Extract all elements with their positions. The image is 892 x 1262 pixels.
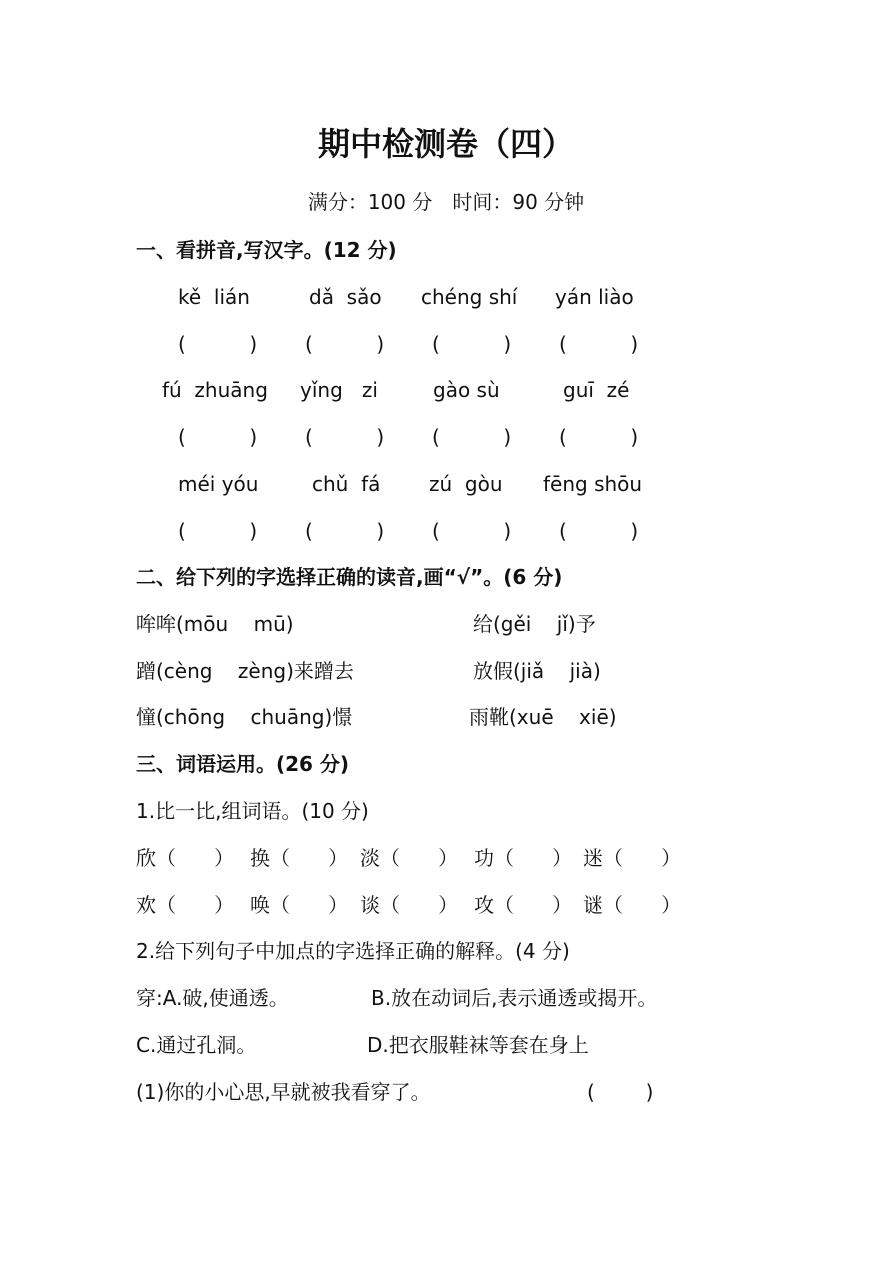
reading-option-right[interactable]: 给(gěi jǐ)予 (473, 612, 596, 636)
answer-blank[interactable]: ( ) (305, 425, 385, 449)
section-1-heading: 一、看拼音,写汉字。(12 分) (136, 238, 397, 262)
answer-blank[interactable]: ( ) (305, 332, 385, 356)
word-blank[interactable]: 唤（ ） (250, 893, 349, 917)
pinyin-1-1: kě lián (178, 285, 250, 309)
pinyin-3-3: zú gòu (429, 472, 503, 496)
definition-option-a: 穿:A.破,使通透。 (136, 986, 289, 1010)
reading-option-right[interactable]: 放假(jiǎ jià) (473, 659, 601, 683)
answer-blank[interactable]: ( ) (178, 332, 258, 356)
pinyin-1-2: dǎ sǎo (309, 285, 382, 309)
pinyin-2-2: yǐng zi (300, 378, 378, 402)
word-blank[interactable]: 攻（ ） (474, 893, 573, 917)
answer-blank[interactable]: ( ) (432, 519, 512, 543)
pinyin-2-1: fú zhuāng (162, 378, 268, 402)
word-blank[interactable]: 谜（ ） (583, 893, 682, 917)
word-blank[interactable]: 欢（ ） (136, 893, 235, 917)
word-blank[interactable]: 谈（ ） (360, 893, 459, 917)
word-blank[interactable]: 功（ ） (474, 846, 573, 870)
page-title: 期中检测卷（四） (317, 125, 574, 163)
question-1-label: 1.比一比,组词语。(10 分) (136, 799, 369, 823)
pinyin-1-3: chéng shí (421, 285, 518, 309)
reading-option-left[interactable]: 蹭(cèng zèng)来蹭去 (136, 659, 354, 683)
section-3-heading: 三、词语运用。(26 分) (136, 752, 350, 776)
pinyin-1-4: yán liào (555, 285, 634, 309)
word-blank[interactable]: 换（ ） (250, 846, 349, 870)
pinyin-3-2: chǔ fá (312, 472, 381, 496)
answer-blank[interactable]: ( ) (305, 519, 385, 543)
answer-blank[interactable]: ( ) (432, 425, 512, 449)
answer-blank[interactable]: ( ) (178, 425, 258, 449)
answer-blank[interactable]: ( ) (559, 332, 639, 356)
reading-option-left[interactable]: 憧(chōng chuāng)憬 (136, 705, 353, 729)
pinyin-3-4: fēng shōu (543, 472, 643, 496)
answer-blank[interactable]: ( ) (559, 519, 639, 543)
answer-blank[interactable]: ( ) (559, 425, 639, 449)
pinyin-3-1: méi yóu (178, 472, 259, 496)
score-time-info: 满分：100 分 时间：90 分钟 (307, 190, 585, 214)
answer-blank[interactable]: ( ) (432, 332, 512, 356)
answer-blank[interactable]: ( ) (178, 519, 258, 543)
word-blank[interactable]: 迷（ ） (583, 846, 682, 870)
pinyin-2-3: gào sù (433, 378, 500, 402)
definition-option-b: B.放在动词后,表示通透或揭开。 (371, 986, 658, 1010)
sentence-item-1: (1)你的小心思,早就被我看穿了。 (136, 1080, 431, 1104)
word-blank[interactable]: 淡（ ） (360, 846, 459, 870)
pinyin-2-4: guī zé (563, 378, 630, 402)
reading-option-left[interactable]: 哞哞(mōu mū) (136, 612, 294, 636)
answer-blank[interactable]: ( ) (587, 1080, 654, 1104)
definition-option-d: D.把衣服鞋袜等套在身上 (367, 1033, 589, 1057)
word-blank[interactable]: 欣（ ） (136, 846, 235, 870)
question-2-label: 2.给下列句子中加点的字选择正确的解释。(4 分) (136, 939, 570, 963)
definition-option-c: C.通过孔洞。 (136, 1033, 257, 1057)
reading-option-right[interactable]: 雨靴(xuē xiē) (469, 705, 617, 729)
section-2-heading: 二、给下列的字选择正确的读音,画“√”。(6 分) (136, 565, 563, 589)
